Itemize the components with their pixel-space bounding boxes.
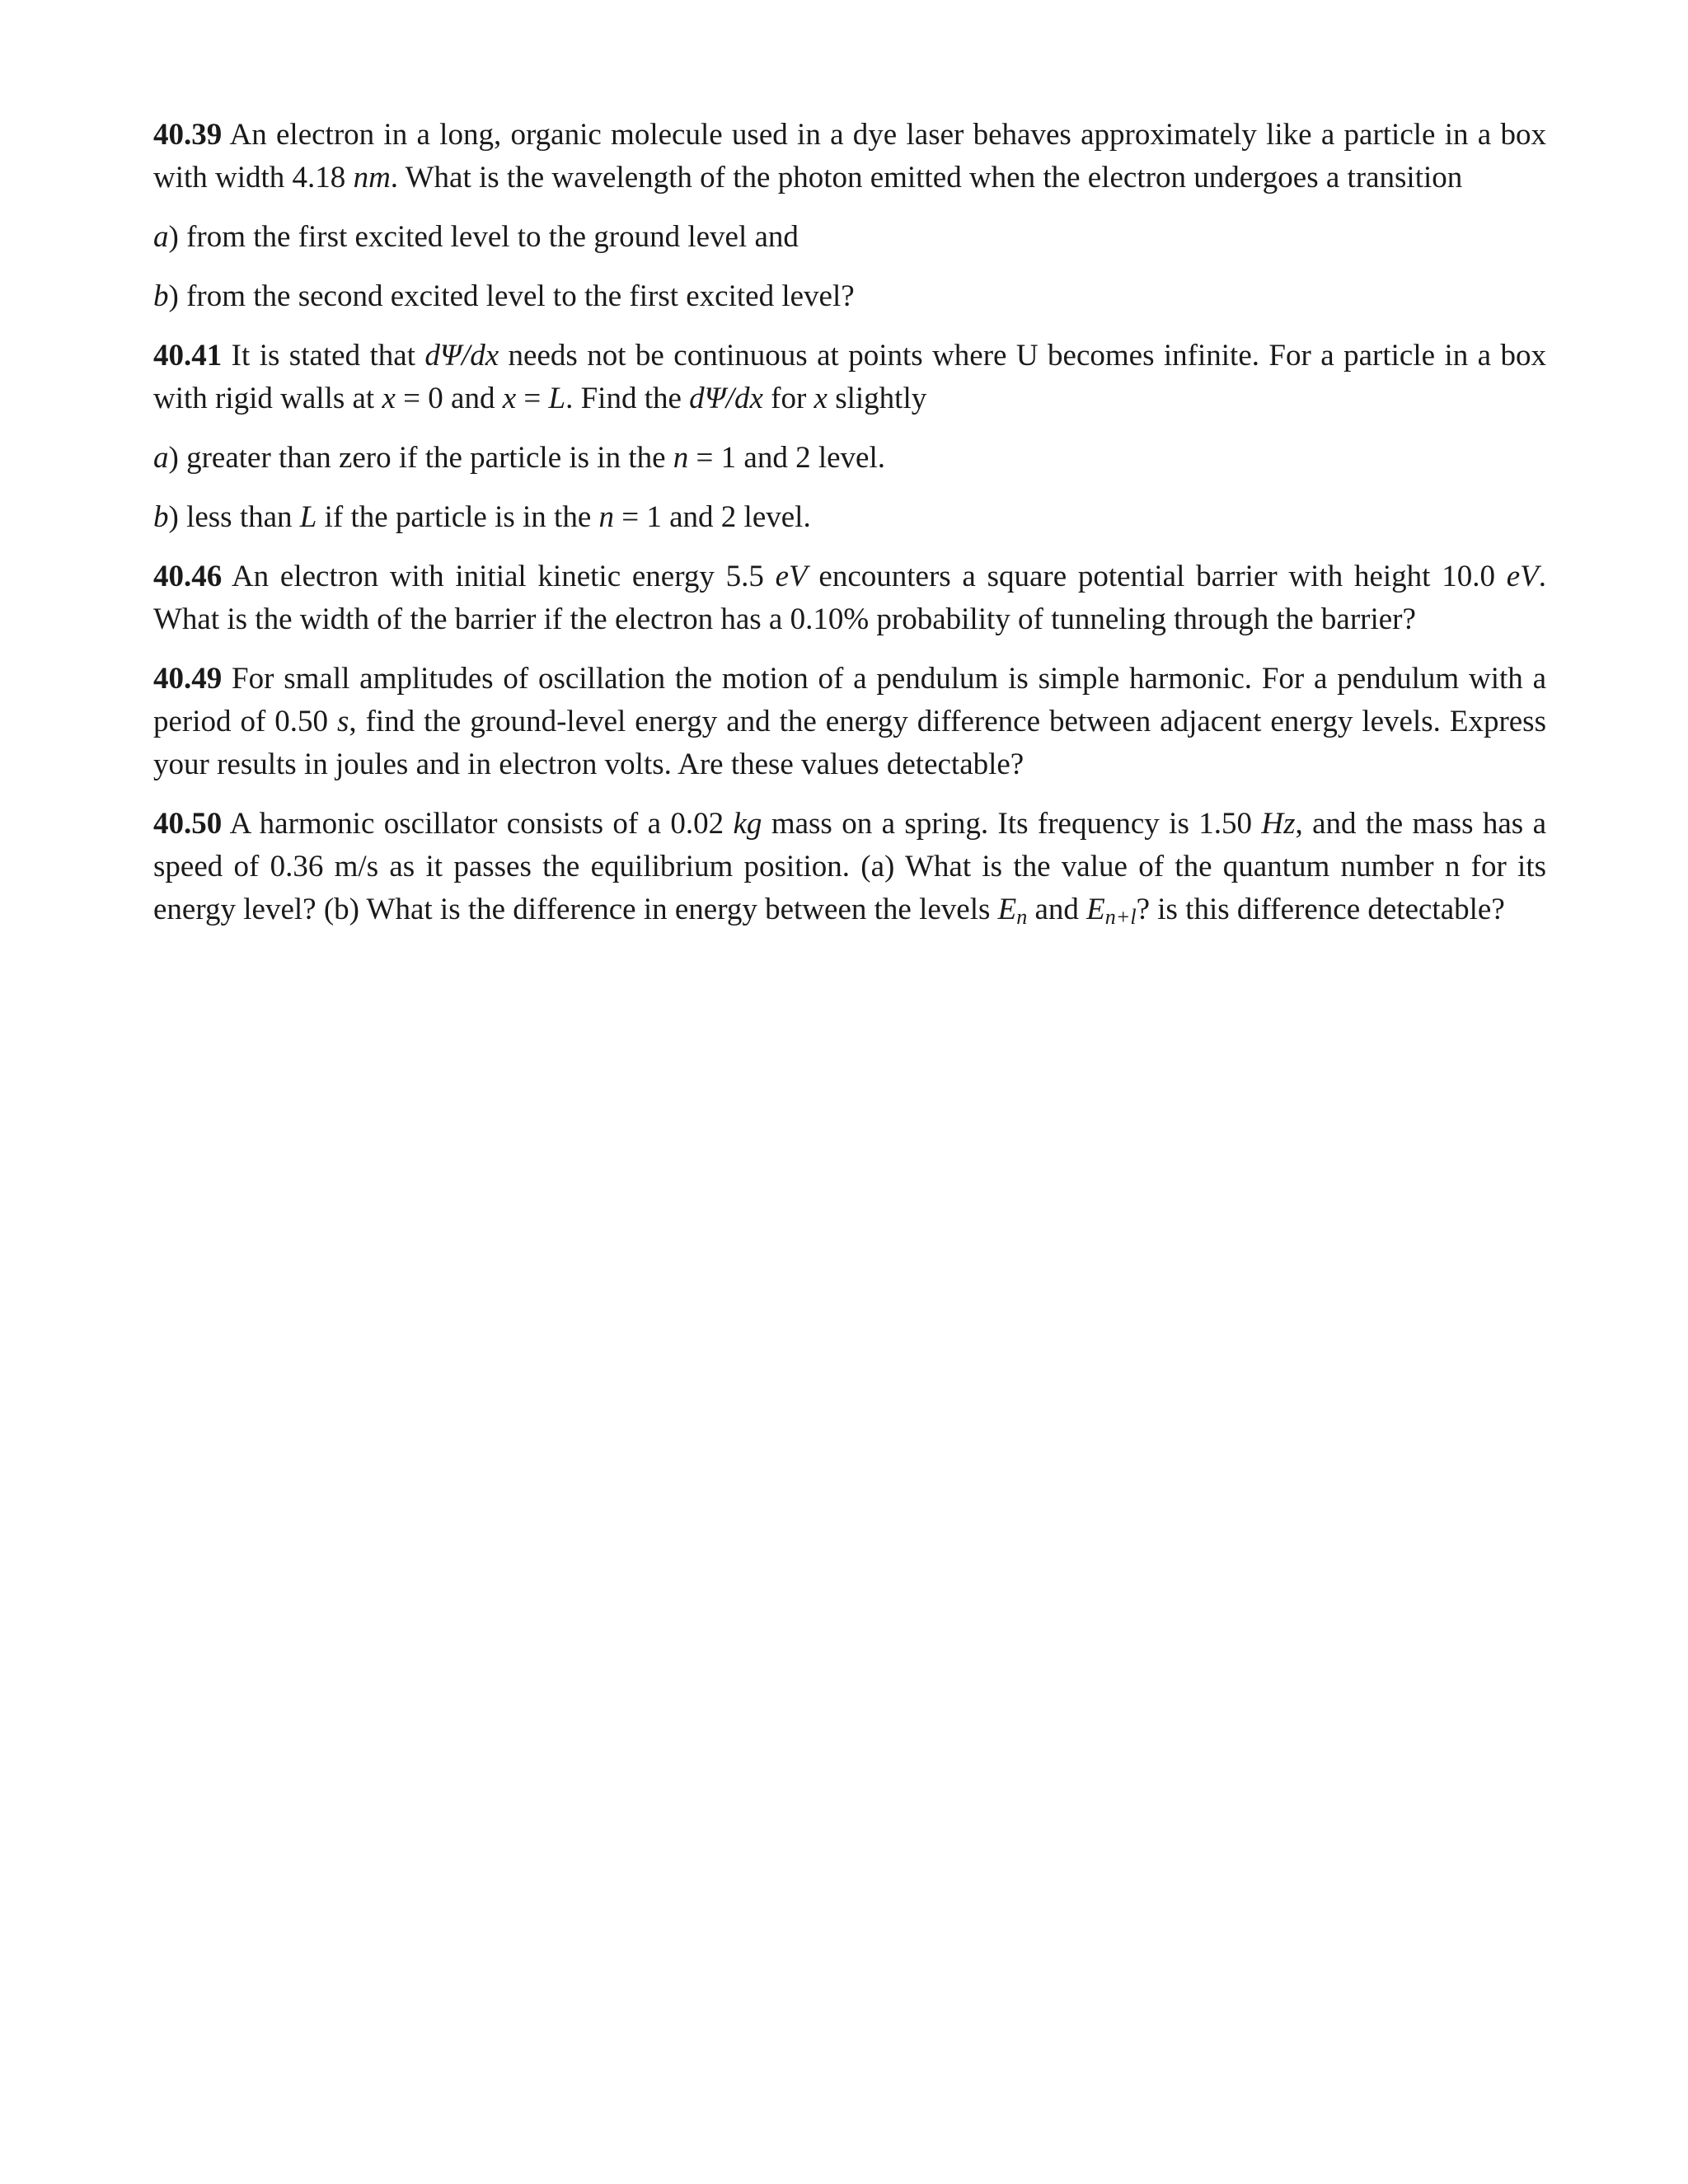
unit: kg [733, 807, 762, 841]
problem-number: 40.50 [153, 807, 223, 841]
unit: s [336, 705, 349, 738]
unit: nm [353, 161, 391, 194]
problem-40-50 [153, 803, 1546, 931]
problem-text: . Find the [565, 382, 690, 415]
subpart-b [153, 496, 1546, 539]
math-var: E [1086, 893, 1105, 926]
problem-text: . What is the width of the barrier if the electron has a 0.10% probability of tunneling through the barrier? [153, 560, 1546, 636]
subpart-text: = 1 and 2 level. [614, 500, 811, 534]
math-var: x [502, 382, 517, 415]
unit: eV [1506, 560, 1539, 593]
math-derivative: dΨ/dx [689, 382, 763, 415]
subpart-label: a [153, 220, 169, 254]
problem-text: , find the ground-level energy and the energy difference between adjacent energy levels. Express your results in joules and in electron volts. Are these values detectable? [153, 705, 1546, 781]
math-var: L [548, 382, 566, 415]
math-subscript: n [1016, 905, 1028, 929]
problem-number: 40.46 [153, 560, 223, 593]
subpart-a [153, 216, 1546, 259]
problem-text: encounters a square potential barrier with height 10.0 [807, 560, 1507, 593]
problem-40-39 [153, 114, 1546, 199]
math-var: L [299, 500, 317, 534]
problem-text: needs not be continuous at points where U becomes infinite. For a particle in a box with rigid walls at [153, 339, 1546, 415]
subpart-text: = 1 and 2 level. [688, 441, 885, 475]
problem-text: An electron in a long, organic molecule used in a dye laser behaves approximately like a particle in a box with width 4.18 [153, 118, 1546, 194]
problem-text: An electron with initial kinetic energy 5.5 [222, 560, 776, 593]
problem-text: For small amplitudes of oscillation the motion of a pendulum is simple harmonic. For a pendulum with a period of 0.50 [153, 662, 1546, 738]
subpart-label: b [153, 500, 169, 534]
subpart-text: ) from the first excited level to the ground level and [168, 220, 799, 254]
problem-text: mass on a spring. Its frequency is 1.50 [762, 807, 1262, 841]
problem-number: 40.49 [153, 662, 223, 696]
math-var: E [997, 893, 1017, 926]
problem-text: A harmonic oscillator consists of a 0.02 [222, 807, 734, 841]
problem-text: and [1027, 893, 1087, 926]
subpart-text: ) less than [168, 500, 300, 534]
problem-text: = [516, 382, 549, 415]
problem-text: slightly [827, 382, 927, 415]
subpart-text: ) greater than zero if the particle is in the [168, 441, 673, 475]
math-var: x [814, 382, 828, 415]
math-derivative: dΨ/dx [424, 339, 499, 373]
problem-text: for [762, 382, 814, 415]
unit: eV [775, 560, 808, 593]
subpart-b [153, 275, 1546, 318]
problem-number: 40.41 [153, 339, 223, 373]
problem-text: ? is this difference detectable? [1136, 893, 1505, 926]
problem-text: It is stated that [222, 339, 425, 373]
problem-text: = 0 and [395, 382, 503, 415]
math-var: n [673, 441, 689, 475]
problem-text: , and the mass has a speed of 0.36 m/s as it passes the equilibrium position. (a) What is the value of the quantum number n for its energy level? (b) What is the difference in energy between the levels [153, 807, 1546, 926]
subpart-label: a [153, 441, 169, 475]
math-subscript: n+l [1104, 905, 1137, 929]
subpart-label: b [153, 279, 169, 313]
problem-40-49 [153, 658, 1546, 786]
problem-number: 40.39 [153, 118, 223, 152]
problem-40-41 [153, 335, 1546, 420]
document-page [153, 114, 1546, 948]
math-var: x [382, 382, 396, 415]
problem-40-46 [153, 555, 1546, 641]
math-var: n [598, 500, 615, 534]
problem-text: . What is the wavelength of the photon emitted when the electron undergoes a transition [390, 161, 1463, 194]
unit: Hz [1261, 807, 1296, 841]
subpart-a [153, 437, 1546, 480]
subpart-text: if the particle is in the [316, 500, 599, 534]
subpart-text: ) from the second excited level to the first excited level? [168, 279, 855, 313]
